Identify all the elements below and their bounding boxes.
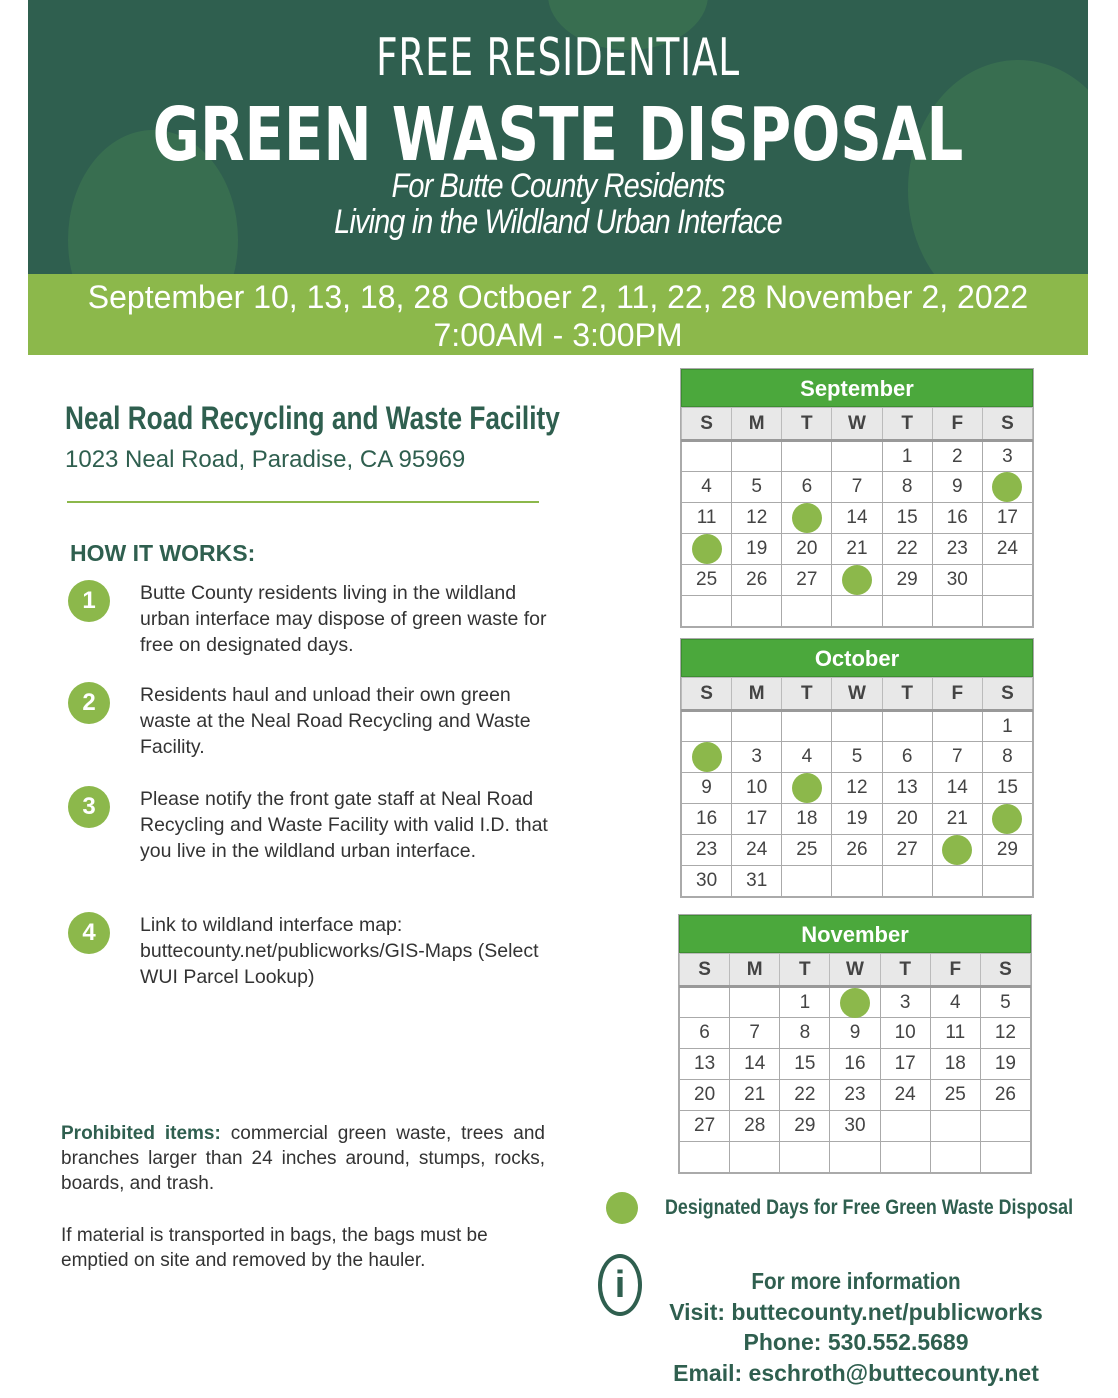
dates-list: September 10, 13, 18, 28 Octboer 2, 11, 22, 28 November 2, 2022 — [87, 279, 1029, 315]
day-cell: 9 — [830, 1018, 880, 1049]
designated-day-10 — [982, 472, 1032, 503]
calendar-grid — [681, 677, 1033, 897]
empty-cell — [680, 1142, 730, 1173]
day-cell: 21 — [932, 804, 982, 835]
weekday-header: S — [682, 408, 732, 441]
day-cell: 4 — [682, 472, 732, 503]
subtitle — [108, 168, 1009, 240]
day-cell: 1 — [982, 711, 1032, 742]
empty-cell — [732, 711, 782, 742]
day-cell: 15 — [882, 503, 932, 534]
empty-cell — [732, 596, 782, 627]
day-cell: 15 — [982, 773, 1032, 804]
day-cell: 8 — [780, 1018, 830, 1049]
day-cell: 31 — [732, 866, 782, 897]
day-cell: 7 — [730, 1018, 780, 1049]
designated-day-dot — [840, 988, 870, 1018]
designated-day-18 — [682, 534, 732, 565]
day-cell: 17 — [982, 503, 1032, 534]
weekday-header: M — [732, 408, 782, 441]
day-cell: 23 — [682, 835, 732, 866]
day-cell: 14 — [832, 503, 882, 534]
facility-name: Neal Road Recycling and Waste Facility — [65, 400, 560, 436]
month-header: September — [681, 369, 1033, 407]
weekday-header: M — [730, 954, 780, 987]
day-cell: 25 — [930, 1080, 980, 1111]
calendar-september — [680, 368, 1034, 628]
day-cell: 5 — [980, 987, 1030, 1018]
day-cell: 25 — [682, 565, 732, 596]
day-cell: 12 — [732, 503, 782, 534]
day-cell: 11 — [930, 1018, 980, 1049]
designated-day-13 — [782, 503, 832, 534]
prohibited-label: Prohibited items: — [61, 1123, 221, 1144]
empty-cell — [832, 711, 882, 742]
day-cell: 23 — [932, 534, 982, 565]
empty-cell — [730, 987, 780, 1018]
day-cell: 19 — [980, 1049, 1030, 1080]
day-cell: 20 — [680, 1080, 730, 1111]
day-cell: 20 — [782, 534, 832, 565]
day-cell: 22 — [882, 534, 932, 565]
day-cell: 3 — [732, 742, 782, 773]
empty-cell — [932, 711, 982, 742]
weekday-header: F — [930, 954, 980, 987]
step-number: 2 — [68, 682, 110, 724]
weekday-header: T — [782, 408, 832, 441]
day-cell: 6 — [782, 472, 832, 503]
day-cell: 4 — [782, 742, 832, 773]
prohibited-items — [61, 1121, 545, 1196]
weekday-header: W — [832, 408, 882, 441]
empty-cell — [880, 1111, 930, 1142]
empty-cell — [982, 866, 1032, 897]
day-cell: 16 — [682, 804, 732, 835]
calendar-october — [680, 638, 1034, 898]
day-cell: 3 — [982, 441, 1032, 472]
weekday-header: S — [980, 954, 1030, 987]
day-cell: 5 — [832, 742, 882, 773]
designated-day-28 — [932, 835, 982, 866]
title-main: GREEN WASTE DISPOSAL — [152, 92, 964, 178]
empty-cell — [880, 1142, 930, 1173]
empty-cell — [682, 441, 732, 472]
day-cell: 14 — [730, 1049, 780, 1080]
day-cell: 29 — [882, 565, 932, 596]
day-cell: 26 — [832, 835, 882, 866]
day-cell: 11 — [682, 503, 732, 534]
empty-cell — [782, 866, 832, 897]
designated-day-dot — [692, 534, 722, 564]
empty-cell — [882, 866, 932, 897]
legend-dot — [606, 1192, 638, 1224]
empty-cell — [882, 711, 932, 742]
day-cell: 1 — [882, 441, 932, 472]
weekday-header: S — [982, 408, 1032, 441]
empty-cell — [932, 596, 982, 627]
calendar-grid — [681, 407, 1033, 627]
step-number: 4 — [68, 912, 110, 954]
empty-cell — [732, 441, 782, 472]
empty-cell — [782, 441, 832, 472]
title-line1: FREE RESIDENTIAL — [376, 28, 740, 88]
step-text: Please notify the front gate staff at Neal Road Recycling and Waste Facility with valid I.D. that you live in the wildland urban interface. — [140, 788, 548, 862]
prohibited-text: commercial green waste, trees and branches larger than 24 inches around, stumps, rocks, boards, and trash. — [61, 1123, 545, 1194]
step-3 — [68, 786, 548, 864]
empty-cell — [682, 711, 732, 742]
legend-text: Designated Days for Free Green Waste Disposal — [665, 1196, 1074, 1219]
day-cell: 21 — [832, 534, 882, 565]
calendar-grid — [679, 953, 1031, 1173]
day-cell: 6 — [882, 742, 932, 773]
day-cell: 27 — [680, 1111, 730, 1142]
weekday-header: T — [780, 954, 830, 987]
day-cell: 25 — [782, 835, 832, 866]
day-cell: 29 — [982, 835, 1032, 866]
day-cell: 30 — [682, 866, 732, 897]
designated-day-2 — [682, 742, 732, 773]
weekday-header: S — [682, 678, 732, 711]
weekday-header: T — [882, 678, 932, 711]
empty-cell — [930, 1142, 980, 1173]
day-cell: 17 — [732, 804, 782, 835]
empty-cell — [982, 596, 1032, 627]
subtitle-line2: Living in the Wildland Urban Interface — [334, 203, 782, 241]
info-title: For more information — [751, 1268, 961, 1294]
designated-day-dot — [992, 472, 1022, 502]
step-4 — [68, 912, 548, 990]
empty-cell — [982, 565, 1032, 596]
day-cell: 4 — [930, 987, 980, 1018]
step-text: Link to wildland interface map: buttecounty.net/publicworks/GIS-Maps (Select WUI Parcel Lookup) — [140, 914, 539, 988]
step-number: 1 — [68, 580, 110, 622]
day-cell: 14 — [932, 773, 982, 804]
day-cell: 28 — [730, 1111, 780, 1142]
empty-cell — [832, 441, 882, 472]
weekday-header: M — [732, 678, 782, 711]
calendar-november — [678, 914, 1032, 1174]
day-cell: 30 — [830, 1111, 880, 1142]
empty-cell — [930, 1111, 980, 1142]
day-cell: 8 — [982, 742, 1032, 773]
designated-day-2 — [830, 987, 880, 1018]
day-cell: 5 — [732, 472, 782, 503]
day-cell: 10 — [880, 1018, 930, 1049]
day-cell: 7 — [832, 472, 882, 503]
empty-cell — [832, 866, 882, 897]
day-cell: 15 — [780, 1049, 830, 1080]
weekday-header: S — [680, 954, 730, 987]
empty-cell — [780, 1142, 830, 1173]
day-cell: 24 — [732, 835, 782, 866]
day-cell: 9 — [682, 773, 732, 804]
day-cell: 21 — [730, 1080, 780, 1111]
day-cell: 19 — [832, 804, 882, 835]
info-website[interactable]: Visit: buttecounty.net/publicworks — [669, 1298, 1043, 1325]
weekday-header: T — [882, 408, 932, 441]
day-cell: 26 — [980, 1080, 1030, 1111]
designated-day-dot — [842, 565, 872, 595]
month-header: October — [681, 639, 1033, 677]
day-cell: 7 — [932, 742, 982, 773]
empty-cell — [782, 596, 832, 627]
day-cell: 26 — [732, 565, 782, 596]
how-it-works-heading: HOW IT WORKS: — [70, 540, 256, 566]
day-cell: 16 — [830, 1049, 880, 1080]
step-1 — [68, 580, 548, 658]
day-cell: 18 — [930, 1049, 980, 1080]
empty-cell — [782, 711, 832, 742]
header-banner — [28, 0, 1088, 274]
empty-cell — [680, 987, 730, 1018]
day-cell: 19 — [732, 534, 782, 565]
day-cell: 23 — [830, 1080, 880, 1111]
day-cell: 12 — [832, 773, 882, 804]
month-header: November — [679, 915, 1031, 953]
day-cell: 24 — [880, 1080, 930, 1111]
designated-day-dot — [792, 773, 822, 803]
day-cell: 27 — [782, 565, 832, 596]
weekday-header: S — [982, 678, 1032, 711]
empty-cell — [830, 1142, 880, 1173]
empty-cell — [980, 1142, 1030, 1173]
subtitle-line1: For Butte County Residents — [391, 167, 725, 205]
designated-day-dot — [992, 804, 1022, 834]
empty-cell — [682, 596, 732, 627]
step-number: 3 — [68, 786, 110, 828]
empty-cell — [932, 866, 982, 897]
designated-day-dot — [942, 835, 972, 865]
designated-day-11 — [782, 773, 832, 804]
day-cell: 29 — [780, 1111, 830, 1142]
step-2 — [68, 682, 548, 760]
weekday-header: W — [830, 954, 880, 987]
hours: 7:00AM - 3:00PM — [433, 317, 683, 353]
day-cell: 12 — [980, 1018, 1030, 1049]
contact-info — [650, 1266, 1062, 1388]
day-cell: 20 — [882, 804, 932, 835]
day-cell: 30 — [932, 565, 982, 596]
day-cell: 13 — [680, 1049, 730, 1080]
designated-day-28 — [832, 565, 882, 596]
dates-band — [28, 274, 1088, 355]
step-text: Butte County residents living in the wildland urban interface may dispose of green waste for free on designated days. — [140, 582, 547, 656]
info-phone: Phone: 530.552.5689 — [743, 1329, 969, 1355]
info-icon: i — [598, 1254, 642, 1316]
day-cell: 24 — [982, 534, 1032, 565]
step-text: Residents haul and unload their own green waste at the Neal Road Recycling and Waste Facility. — [140, 684, 531, 758]
empty-cell — [980, 1111, 1030, 1142]
day-cell: 27 — [882, 835, 932, 866]
day-cell: 8 — [882, 472, 932, 503]
weekday-header: T — [880, 954, 930, 987]
weekday-header: F — [932, 408, 982, 441]
day-cell: 3 — [880, 987, 930, 1018]
day-cell: 1 — [780, 987, 830, 1018]
day-cell: 9 — [932, 472, 982, 503]
empty-cell — [882, 596, 932, 627]
empty-cell — [730, 1142, 780, 1173]
weekday-header: W — [832, 678, 882, 711]
day-cell: 13 — [882, 773, 932, 804]
day-cell: 10 — [732, 773, 782, 804]
designated-day-dot — [692, 742, 722, 772]
day-cell: 6 — [680, 1018, 730, 1049]
weekday-header: T — [782, 678, 832, 711]
bags-note: If material is transported in bags, the bags must be emptied on site and removed by the hauler. — [61, 1225, 488, 1271]
day-cell: 2 — [932, 441, 982, 472]
weekday-header: F — [932, 678, 982, 711]
designated-day-22 — [982, 804, 1032, 835]
info-email[interactable]: Email: eschroth@buttecounty.net — [673, 1359, 1039, 1386]
divider — [67, 501, 539, 503]
designated-day-dot — [792, 503, 822, 533]
empty-cell — [832, 596, 882, 627]
day-cell: 16 — [932, 503, 982, 534]
facility-address: 1023 Neal Road, Paradise, CA 95969 — [65, 446, 466, 473]
day-cell: 17 — [880, 1049, 930, 1080]
day-cell: 18 — [782, 804, 832, 835]
day-cell: 22 — [780, 1080, 830, 1111]
